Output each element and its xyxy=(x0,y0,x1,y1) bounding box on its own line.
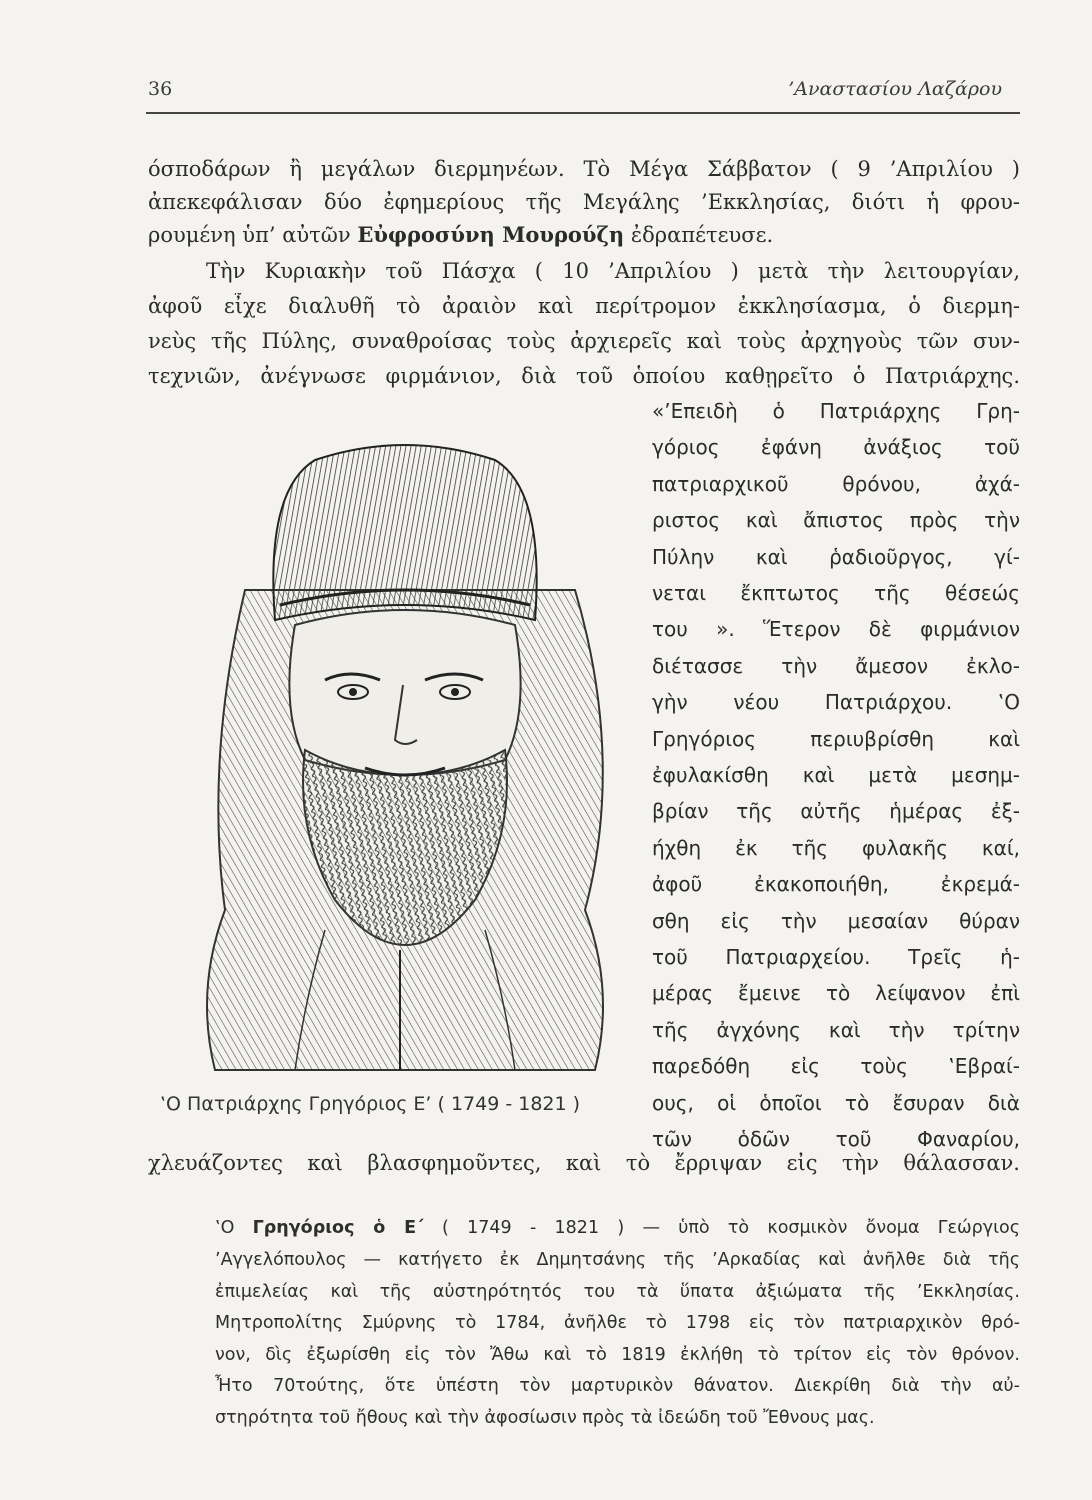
footnote-line: στηρότητα τοῦ ἤθους καὶ τὴν ἀφοσίωσιν πρὸς τὰ ἰδεώδη τοῦ Ἔθνους μας. xyxy=(215,1408,875,1428)
column-line: ἀφοῦ ἐκακοποιήθη, ἐκρεμά- xyxy=(652,872,1020,897)
footnote-line: Ἦτο 70τούτης, ὅτε ὑπέστη τὸν μαρτυρικὸν θάνατον. Διεκρίθη διὰ τὴν αὐ- xyxy=(215,1376,1020,1397)
patriarch-portrait xyxy=(185,430,625,1078)
running-header-author: ’Αναστασίου Λαζάρου xyxy=(788,78,1002,100)
body-line: ἀφοῦ εἶχε διαλυθῆ τὸ ἀραιὸν καὶ περίτρομον ἐκκλησίασμα, ὁ διερμη- xyxy=(148,294,1020,318)
body-line: Τὴν Κυριακὴν τοῦ Πάσχα ( 10 ’Απριλίου ) μετὰ τὴν λειτουργίαν, xyxy=(206,259,1020,283)
column-line: τοῦ Πατριαρχείου. Τρεῖς ἡ- xyxy=(652,945,1020,969)
column-line: ριστος καὶ ἄπιστος πρὸς τὴν xyxy=(652,508,1020,533)
column-line: παρεδόθη εἰς τοὺς ‛Εβραί- xyxy=(652,1054,1020,1079)
header-rule xyxy=(146,112,1020,114)
footnote-line: νον, δὶς ἐξωρίσθη εἰς τὸν Ἄθω καὶ τὸ 1819 ἐκλήθη τὸ τρίτον εἰς τὸν θρόνον. xyxy=(215,1344,1020,1365)
footnote-line: ’Αγγελόπουλος — κατήγετο ἐκ Δημητσάνης τῆς ’Αρκαδίας καὶ ἀνῆλθε διὰ τῆς xyxy=(215,1250,1020,1270)
column-line: του ». Ἕτερον δὲ φιρμάνιον xyxy=(652,617,1020,642)
column-line: τῆς ἀγχόνης καὶ τὴν τρίτην xyxy=(652,1017,1020,1042)
column-line: Γρηγόριος περιυβρίσθη καὶ xyxy=(652,726,1020,751)
column-line: Πύλην καὶ ῥαδιοῦργος, γί- xyxy=(652,544,1020,569)
body-line: όσποδάρων ἢ μεγάλων διερμηνέων. Τὸ Μέγα Σάββατον ( 9 ’Απριλίου ) xyxy=(148,157,1020,181)
column-line: σθη εἰς τὴν μεσαίαν θύραν xyxy=(652,908,1020,933)
column-line: γὴν νέου Πατριάρχου. ‛Ο xyxy=(652,690,1020,715)
body-line: ρουμένη ὑπ’ αὐτῶν Εὐφροσύνη Μουρούζη ἐδραπέτευσε. xyxy=(148,222,774,247)
footnote-line: Μητροπολίτης Σμύρνης τὸ 1784, ἀνῆλθε τὸ 1798 εἰς τὸν πατριαρχικὸν θρό- xyxy=(215,1313,1020,1334)
body-line: τεχνιῶν, ἀνέγνωσε φιρμάνιον, διὰ τοῦ ὁποίου καθῃρεῖτο ὁ Πατριάρχης. xyxy=(148,364,1020,388)
body-line: ἀπεκεφάλισαν δύο ἐφημερίους τῆς Μεγάλης ’Εκκλησίας, διότι ἡ φρου- xyxy=(148,190,1020,214)
page-number: 36 xyxy=(148,78,173,100)
footnote-line: ἐπιμελείας καὶ τῆς αὐστηρότητός του τὰ ὕπατα ἀξιώματα τῆς ’Εκκλησίας. xyxy=(215,1281,1020,1302)
column-line: «’Επειδὴ ὁ Πατριάρχης Γρη- xyxy=(652,399,1020,423)
column-line: νεται ἔκπτωτος τῆς θέσεώς xyxy=(652,581,1020,605)
bold-name: Εὐφροσύνη Μουρούζη xyxy=(357,222,625,247)
column-line: γόριος ἐφάνη ἀνάξιος τοῦ xyxy=(652,435,1020,460)
column-line: ἐφυλακίσθη καὶ μετὰ μεσημ- xyxy=(652,763,1020,787)
column-line: ους, οἱ ὁποῖοι τὸ ἔσυραν διὰ xyxy=(652,1090,1020,1115)
column-line: βρίαν τῆς αὐτῆς ἡμέρας ἐξ- xyxy=(652,799,1020,824)
column-line: ήχθη ἐκ τῆς φυλακῆς καί, xyxy=(652,835,1020,860)
column-line: διέτασσε τὴν ἄμεσον ἐκλο- xyxy=(652,653,1020,678)
column-line: μέρας ἔμεινε τὸ λείψανον ἐπὶ xyxy=(652,981,1020,1006)
column-line: πατριαρχικοῦ θρόνου, ἀχά- xyxy=(652,471,1020,496)
footnote-bold-name: Γρηγόριος ὁ Ε΄ xyxy=(252,1218,424,1238)
column-line: τῶν ὁδῶν τοῦ Φαναρίου, xyxy=(652,1127,1020,1151)
portrait-caption: ‛Ο Πατριάρχης Γρηγόριος Ε’ ( 1749 - 1821 ) xyxy=(160,1093,581,1115)
footnote-line: ‛Ο Γρηγόριος ὁ Ε΄ ( 1749 - 1821 ) — ὑπὸ τὸ κοσμικὸν ὄνομα Γεώργιος xyxy=(215,1218,1020,1238)
body-line: νεὺς τῆς Πύλης, συναθροίσας τοὺς ἀρχιερεῖς καὶ τοὺς ἀρχηγοὺς τῶν συν- xyxy=(148,329,1020,353)
body-line: χλευάζοντες καὶ βλασφημοῦντες, καὶ τὸ ἔρριψαν εἰς τὴν θάλασσαν. xyxy=(148,1151,1020,1175)
